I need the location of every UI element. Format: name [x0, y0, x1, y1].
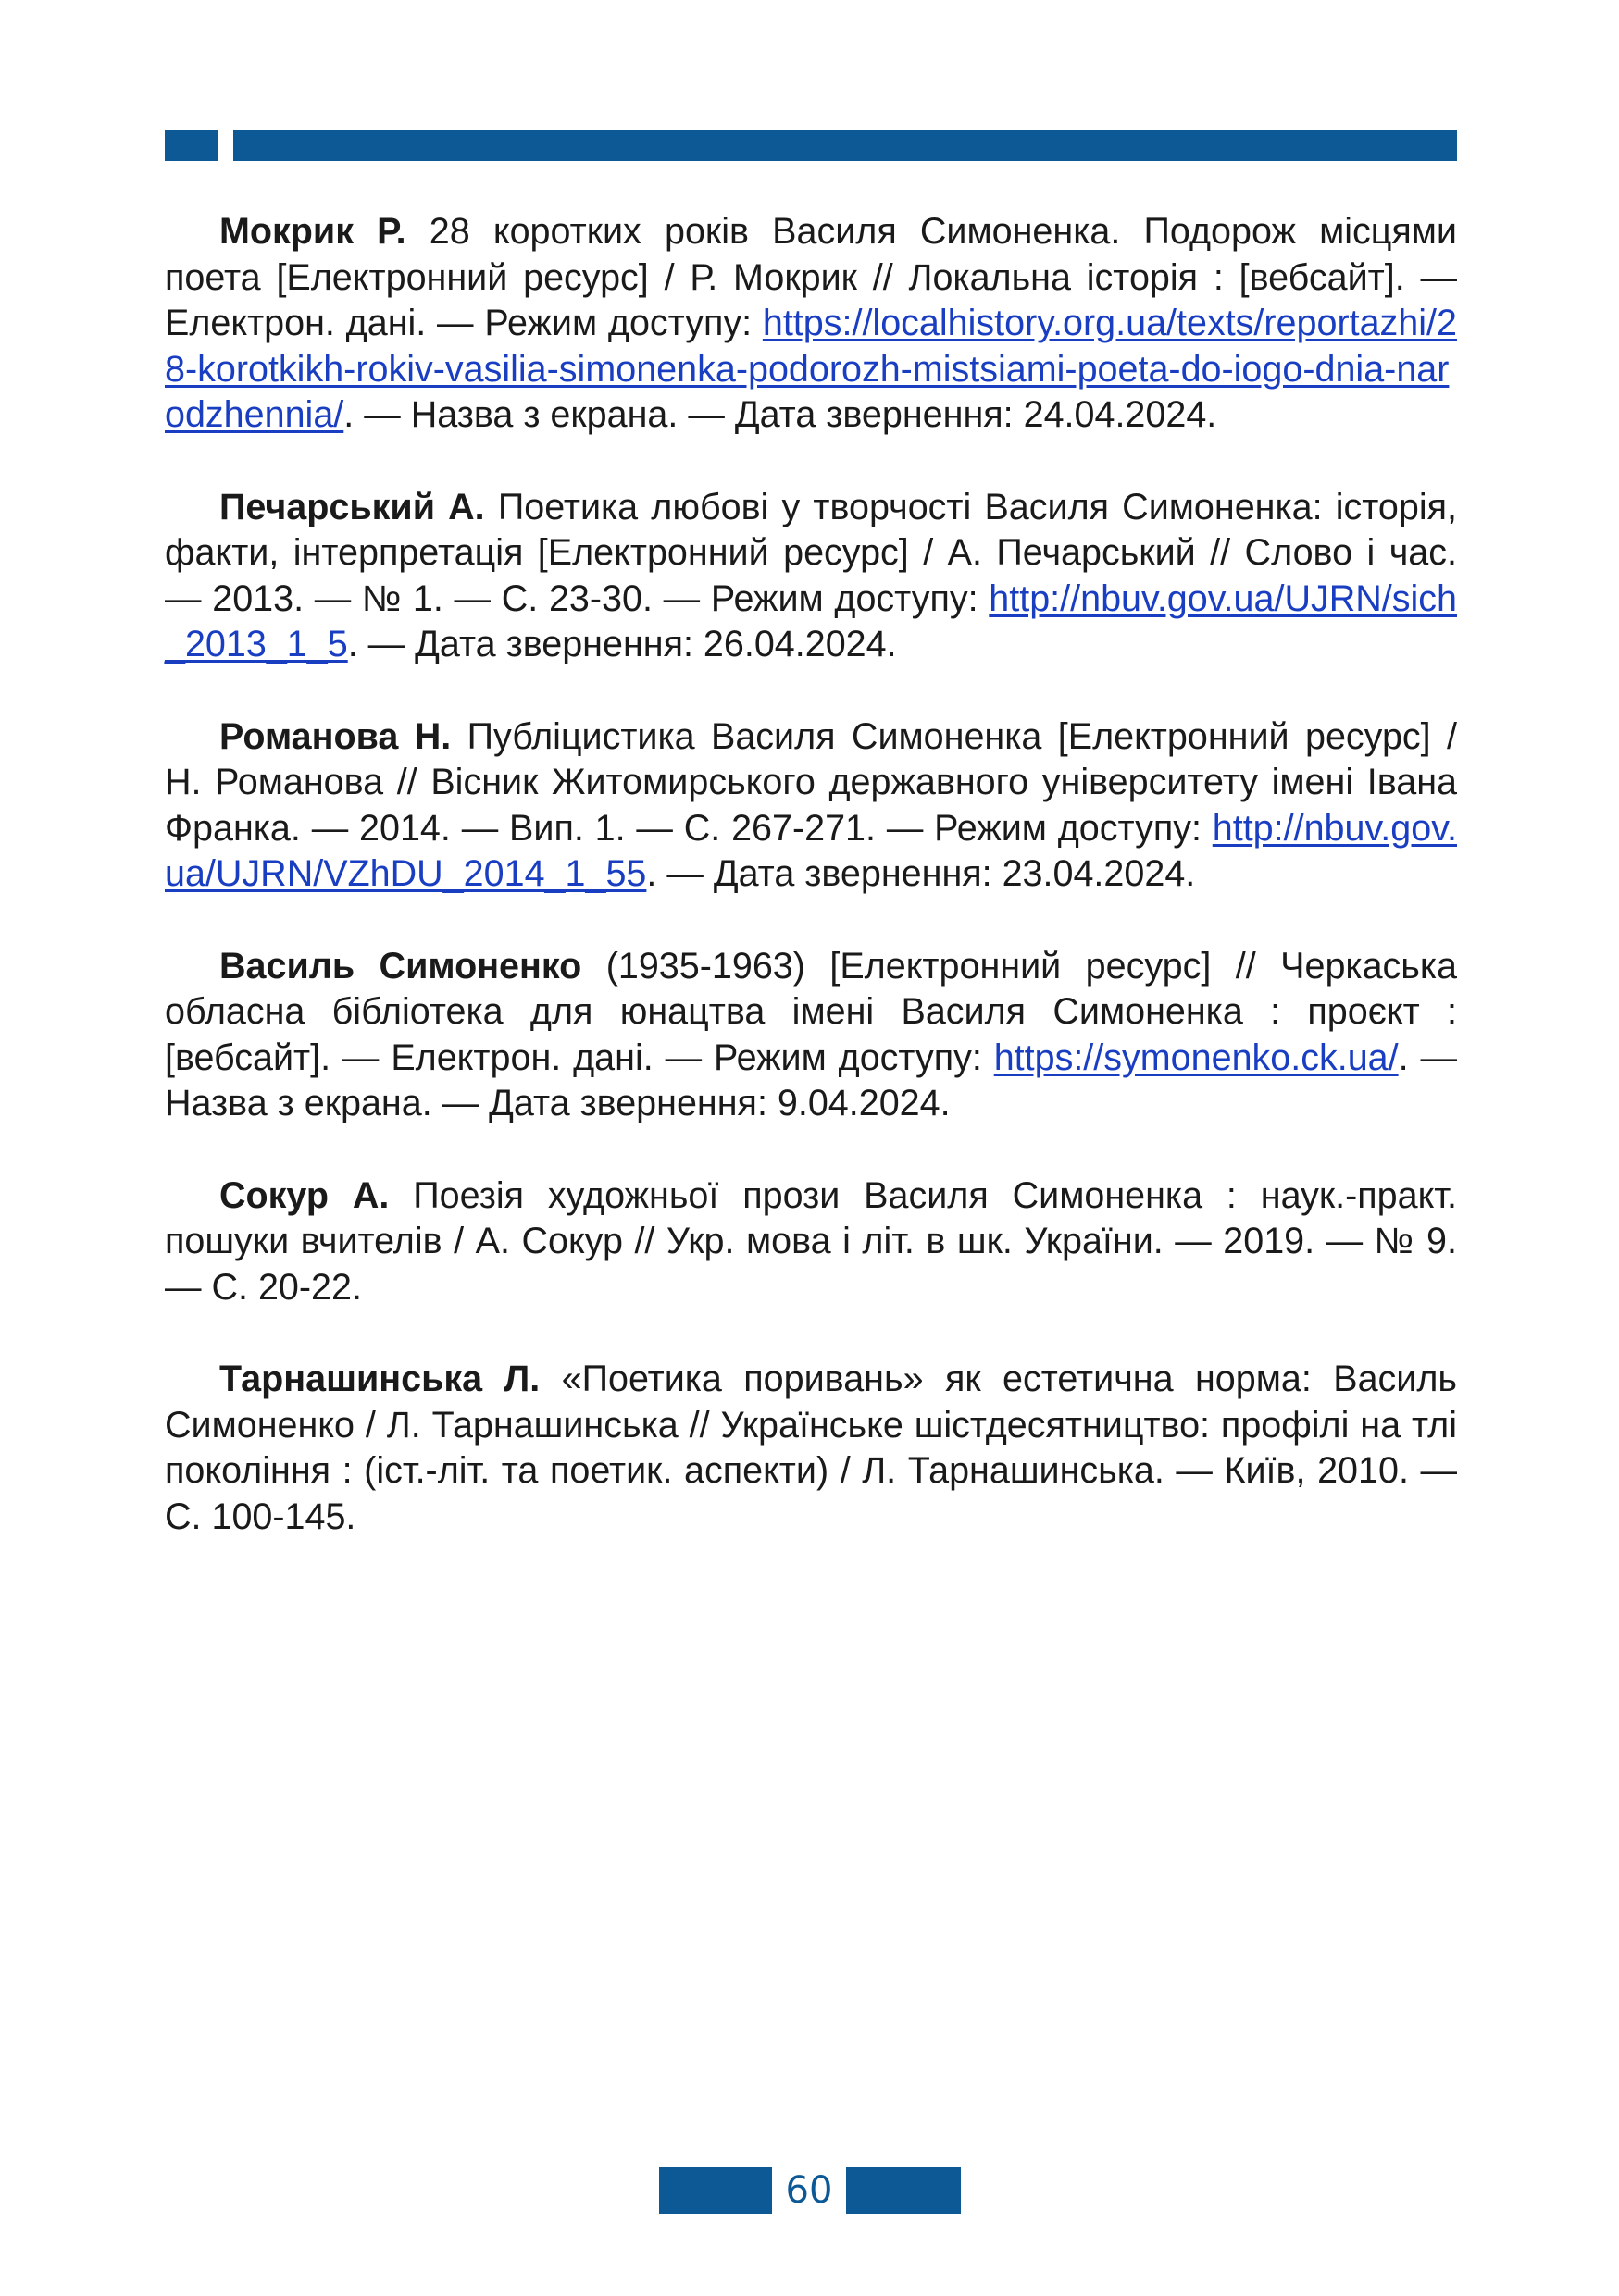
page-number: 60: [785, 2169, 833, 2212]
header-bar-small: [165, 130, 218, 161]
entry-link[interactable]: http://nbuv.gov.ua/UJRN/VZhDU_2014_1_55: [165, 807, 1457, 894]
entry-tail: . — Назва з екрана. — Дата звернення: 9.04.2024.: [165, 1036, 1457, 1123]
entry-text: «Поетика поривань» як естетична норма: Василь Симоненко / Л. Тарнашинська // Українське шістдесятництво: профілі на тлі покоління : (іст.-літ. та поетик. аспекти) / Л. Тарнашинська. — Київ, 2010. — С. 100-145.: [165, 1359, 1457, 1537]
bibliography-entry: [165, 944, 1457, 1127]
entry-text: Поетика любові у творчості Василя Симоненка: історія, факти, інтерпретація [Електронний ресурс] / А. Печарський // Слово і час. — 2013. — № 1. — С. 23-30. — Режим доступу:: [165, 486, 1458, 619]
entry-link[interactable]: https://symonenko.ck.ua/: [993, 1036, 1399, 1078]
bibliography-entry: [165, 1357, 1457, 1540]
entry-link[interactable]: http://nbuv.gov.ua/UJRN/sich_2013_1_5: [165, 577, 1457, 664]
entry-author: Василь Симоненко: [219, 945, 582, 987]
entry-text: 28 коротких років Василя Симоненка. Подорож місцями поета [Електронний ресурс] / Р. Мокрик // Локальна історія : [вебсайт]. — Електрон. дані. — Режим доступу:: [165, 211, 1457, 343]
bibliography-list: [165, 209, 1457, 1586]
entry-text: (1935-1963) [Електронний ресурс] // Черкаська обласна бібліотека для юнацтва імені Василя Симоненка : проєкт : [вебсайт]. — Електрон. дані. — Режим доступу:: [165, 945, 1457, 1078]
entry-tail: . — Назва з екрана. — Дата звернення: 24.04.2024.: [343, 394, 1217, 435]
bibliography-entry: [165, 209, 1457, 439]
footer-bar-right: [846, 2167, 961, 2214]
bibliography-entry: [165, 714, 1457, 898]
entry-text: Публіцистика Василя Симоненка [Електронний ресурс] / Н. Романова // Вісник Житомирського державного університету імені Івана Франка. — 2014. — Вип. 1. — С. 267-271. — Режим доступу:: [165, 715, 1458, 849]
entry-tail: . — Дата звернення: 26.04.2024.: [347, 624, 897, 664]
entry-text: Поезія художньої прози Василя Симоненка : наук.-практ. пошуки вчителів / А. Сокур // Укр. мова і літ. в шк. України. — 2019. — № 9. — С. 20-22.: [165, 1174, 1457, 1308]
entry-tail: . — Дата звернення: 23.04.2024.: [646, 853, 1196, 894]
bibliography-entry: [165, 485, 1457, 668]
header-bar-long: [233, 130, 1457, 161]
entry-author: Романова Н.: [219, 715, 452, 757]
entry-author: Мокрик Р.: [219, 211, 406, 252]
entry-author: Тарнашинська Л.: [219, 1359, 541, 1399]
bibliography-entry: [165, 1173, 1457, 1311]
entry-link[interactable]: https://localhistory.org.ua/texts/reportazhi/28-korotkikh-rokiv-vasilia-simonenka-podorozh-mistsiami-poeta-do-iogo-dnia-narodzhennia/: [165, 303, 1457, 435]
footer-bar-left: [659, 2167, 772, 2214]
entry-author: Печарський А.: [219, 486, 485, 527]
entry-author: Сокур А.: [219, 1174, 390, 1216]
